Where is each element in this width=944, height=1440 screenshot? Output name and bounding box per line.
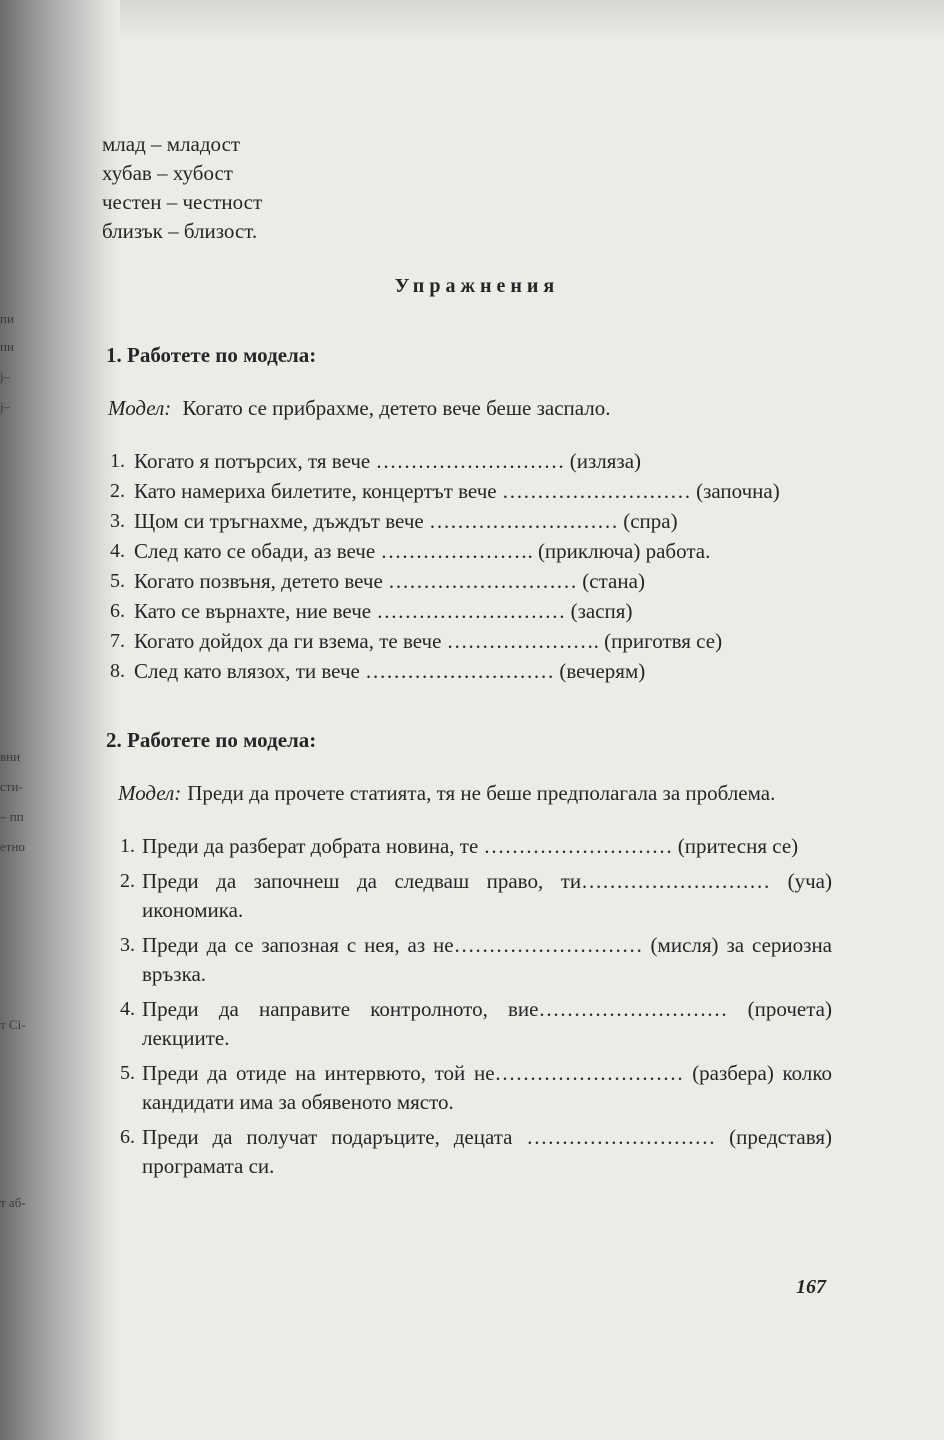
exercise-item	[120, 867, 832, 925]
exercise-item	[110, 597, 832, 626]
item-number: 1.	[110, 450, 125, 472]
model-label: Модел:	[118, 781, 182, 805]
exercise-item	[110, 657, 832, 686]
item-number: 2.	[120, 870, 135, 892]
exercise-2-model	[118, 779, 832, 808]
book-page	[102, 130, 832, 1187]
exercise-item	[120, 1123, 832, 1181]
item-number: 6.	[120, 1126, 135, 1148]
item-number: 5.	[120, 1062, 135, 1084]
exercise-2-title: 2. Работете по модела:	[106, 728, 317, 752]
item-text: Преди да направите контролното, вие……………………… (прочета) лекциите.	[142, 997, 832, 1050]
gutter-text-fragment: т аб-	[0, 1195, 26, 1210]
word-pair: млад – младост	[102, 132, 241, 156]
word-pair: близък – близост.	[102, 219, 258, 243]
item-text: Когато я потърсих, тя вече ……………………… (изляза)	[134, 449, 642, 473]
gutter-text-fragment: пи	[0, 339, 14, 354]
exercise-item	[120, 931, 832, 989]
item-text: След като се обади, аз вече …………………. (приключа) работа.	[134, 539, 711, 563]
page-number: 167	[796, 1276, 826, 1298]
item-number: 8.	[110, 660, 125, 682]
item-number: 4.	[110, 540, 125, 562]
exercise-1-title: 1. Работете по модела:	[106, 343, 317, 367]
item-text: Преди да отиде на интервюто, той не……………………… (разбера) колко кандидати има за обявеното място.	[142, 1061, 832, 1114]
exercise-2	[102, 726, 832, 1181]
exercise-item	[110, 447, 832, 476]
item-number: 1.	[120, 835, 135, 857]
item-number: 3.	[120, 934, 135, 956]
exercise-1-model	[108, 394, 832, 423]
gutter-text-fragment: пи	[0, 311, 14, 326]
exercise-1	[102, 341, 832, 686]
exercise-item	[120, 832, 832, 861]
item-number: 6.	[110, 600, 125, 622]
gutter-text-fragment: – пп	[0, 809, 24, 824]
model-text: Преди да прочете статията, тя не беше предполагала за проблема.	[187, 781, 776, 805]
model-text: Когато се прибрахме, детето вече беше заспало.	[182, 396, 611, 420]
word-pair-list	[102, 130, 832, 246]
item-text: Когато позвъня, детето вече ……………………… (стана)	[134, 569, 645, 593]
item-text: Преди да започнеш да следваш право, ти……………………… (уча) икономика.	[142, 869, 832, 922]
section-title: Упражнения	[394, 275, 560, 297]
word-pair: хубав – хубост	[102, 161, 233, 185]
item-number: 5.	[110, 570, 125, 592]
gutter-text-fragment: сти-	[0, 779, 23, 794]
exercise-item	[110, 567, 832, 596]
exercise-1-items	[110, 447, 832, 686]
gutter-text-fragment: етно	[0, 839, 25, 854]
exercise-2-items	[120, 832, 832, 1181]
item-number: 2.	[110, 480, 125, 502]
item-text: Преди да получат подаръците, децата ……………………… (представя) програмата си.	[142, 1125, 832, 1178]
item-text: Щом си тръгнахме, дъждът вече ……………………… (спра)	[134, 509, 678, 533]
item-text: След като влязох, ти вече ……………………… (вечерям)	[134, 659, 646, 683]
gutter-text-fragment: ј–	[0, 369, 11, 384]
exercise-item	[120, 995, 832, 1053]
exercise-item	[110, 627, 832, 656]
exercise-item	[110, 537, 832, 566]
exercise-item	[110, 507, 832, 536]
item-text: Като се върнахте, ние вече ……………………… (заспя)	[134, 599, 633, 623]
gutter-text-fragment: вни	[0, 749, 21, 764]
item-text: Като намериха билетите, концертът вече ……………………… (започна)	[134, 479, 780, 503]
gutter-text-fragment: т Сі-	[0, 1017, 26, 1032]
item-text: Преди да разберат добрата новина, те ……………………… (притесня се)	[142, 834, 799, 858]
exercise-item	[120, 1059, 832, 1117]
item-text: Когато дойдох да ги взема, те вече …………………. (приготвя се)	[134, 629, 723, 653]
word-pair: честен – честност	[102, 190, 263, 214]
item-number: 7.	[110, 630, 125, 652]
model-label: Модел:	[108, 396, 172, 420]
page-top-shadow	[0, 0, 944, 40]
gutter-text-fragment: ј–	[0, 399, 11, 414]
item-number: 4.	[120, 998, 135, 1020]
item-number: 3.	[110, 510, 125, 532]
exercise-item	[110, 477, 832, 506]
item-text: Преди да се запозная с нея, аз не……………………… (мисля) за сериозна връзка.	[142, 933, 832, 986]
